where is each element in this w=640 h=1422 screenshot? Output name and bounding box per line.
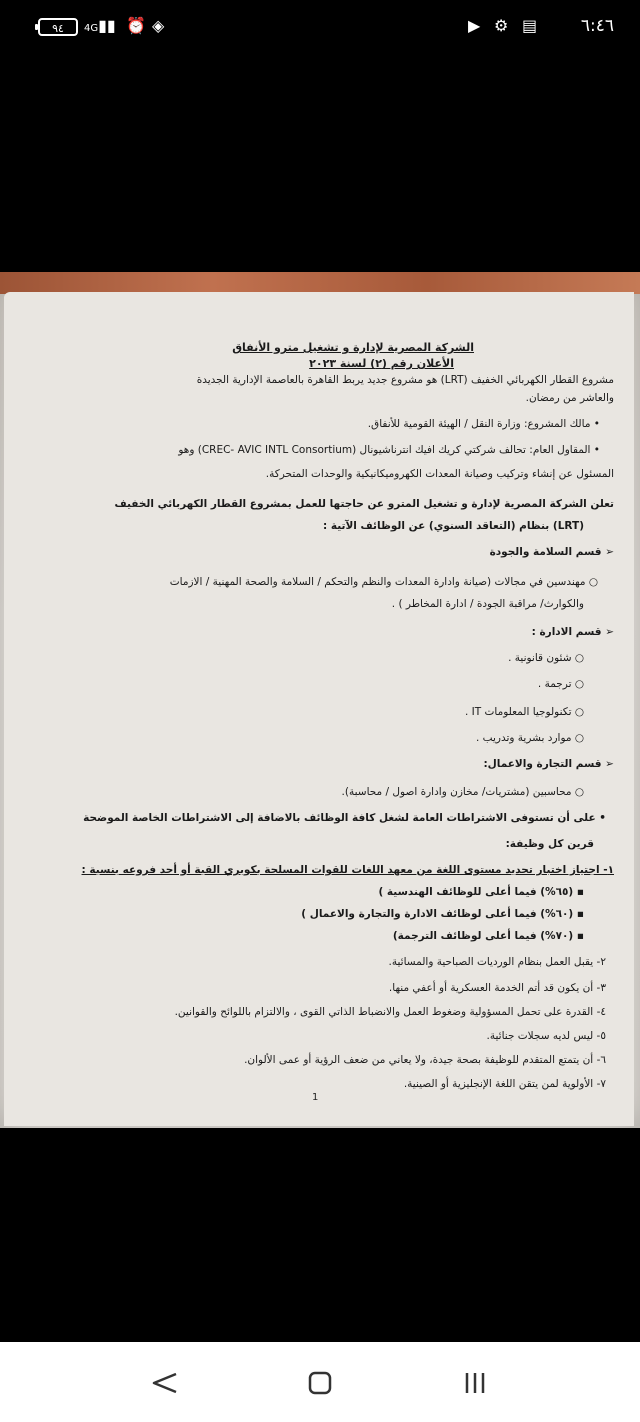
doc-line: ○ ترجمة . xyxy=(537,678,584,690)
doc-line: مشروع القطار الكهربائي الخفيف (LRT) هو مشروع جديد يربط القاهرة بالعاصمة الإدارية الجديدة xyxy=(196,374,614,386)
doc-line: ○ تكنولوجيا المعلومات IT . xyxy=(464,706,584,718)
doc-line: ٢- يقبل العمل بنظام الورديات الصباحية والمسائية. xyxy=(388,956,606,968)
battery-level: ٩٤ xyxy=(52,22,64,35)
doc-line: • المقاول العام: تحالف شركتي كريك افيك انترناشيونال (CREC- AVIC INTL Consortium) وهو xyxy=(178,444,600,456)
home-button[interactable] xyxy=(305,1370,335,1396)
doc-line: تعلن الشركة المصرية لإدارة و تشغيل المترو عن حاجتها للعمل بمشروع القطار الكهربائي الخفيف xyxy=(114,498,614,510)
doc-line: ٧- الأولوية لمن يتقن اللغة الإنجليزية أو الصينية. xyxy=(403,1078,606,1090)
status-bar xyxy=(0,0,640,58)
doc-line: الشركة المصرية لإدارة و تشغيل مترو الأنفاق xyxy=(232,341,474,354)
doc-line: والكوارث/ مراقبة الجودة / ادارة المخاطر ) . xyxy=(391,598,584,610)
doc-line: ▪ (٦٥%) فيما أعلى للوظائف الهندسية ) xyxy=(378,886,584,898)
doc-line: ○ مهندسين في مجالات (صيانة وادارة المعدات والنظم والتحكم / السلامة والصحة المهنية / الازمات xyxy=(169,576,598,588)
recents-button[interactable] xyxy=(460,1370,490,1396)
alarm-icon: ⏰ xyxy=(126,16,146,35)
doc-line: • مالك المشروع: وزارة النقل / الهيئة القومية للأنفاق. xyxy=(367,418,600,430)
doc-line: ○ محاسبين (مشتريات/ مخازن وادارة اصول / محاسبة). xyxy=(341,786,584,798)
doc-line: والعاشر من رمضان. xyxy=(525,392,614,404)
table-surface xyxy=(0,272,640,294)
doc-line: ➢ قسم التجارة والاعمال: xyxy=(483,758,614,770)
doc-line: ○ شئون قانونية . xyxy=(508,652,584,664)
settings-icon: ⚙ xyxy=(494,16,509,35)
youtube-icon: ▶ xyxy=(468,16,481,35)
doc-line: ○ موارد بشرية وتدريب . xyxy=(475,732,584,744)
doc-line: ٤- القدرة على تحمل المسؤولية وضغوط العمل والانضباط الذاتي القوى ، والالتزام باللوائح والقوانين. xyxy=(174,1006,606,1018)
page-number: 1 xyxy=(312,1092,319,1103)
doc-line: ➢ قسم الادارة : xyxy=(531,626,614,638)
doc-line: (LRT) بنظام (التعاقد السنوي) عن الوظائف الآتية : xyxy=(323,520,584,532)
doc-line: ▪ (٦٠%) فيما أعلى لوظائف الادارة والتجارة والاعمال ) xyxy=(301,908,584,920)
doc-line: ➢ قسم السلامة والجودة xyxy=(489,546,614,558)
message-icon: ▤ xyxy=(522,16,538,35)
doc-line: ▪ (٧٠%) فيما أعلى لوظائف الترجمة) xyxy=(392,930,584,942)
doc-line: قرين كل وظيفة: xyxy=(505,838,594,850)
doc-line: المسئول عن إنشاء وتركيب وصيانة المعدات الكهروميكانيكية والوحدات المتحركة. xyxy=(265,468,614,480)
doc-line: ٥- ليس لديه سجلات جنائية. xyxy=(486,1030,606,1042)
navigation-bar xyxy=(0,1342,640,1422)
doc-line: ١- اجتياز اختبار تحديد مستوى اللغة من معهد اللغات للقوات المسلحة بكوبري القبة أو أحد فروعه بنسبة : xyxy=(81,864,614,876)
network-type: 4G xyxy=(84,23,99,34)
signal-icon: 4G▮▮ xyxy=(84,16,116,35)
doc-line: ٣- أن يكون قد أتم الخدمة العسكرية أو أعفي منها. xyxy=(388,982,606,994)
battery-icon xyxy=(38,18,78,36)
doc-line: ٦- أن يتمتع المتقدم للوظيفة بصحة جيدة، ولا يعاني من ضعف الرؤية أو عمى الألوان. xyxy=(244,1054,606,1066)
doc-line: الأعلان رقم (٢) لسنة ٢٠٢٣ xyxy=(309,357,454,370)
doc-line: • على أن تستوفى الاشتراطات العامة لشغل كافة الوظائف بالاضافة إلى الاشتراطات الخاصة الموضحة xyxy=(83,812,606,824)
back-button[interactable] xyxy=(150,1370,180,1396)
clock: ٦:٤٦ xyxy=(580,16,614,36)
data-saver-icon: ◈ xyxy=(152,16,165,35)
